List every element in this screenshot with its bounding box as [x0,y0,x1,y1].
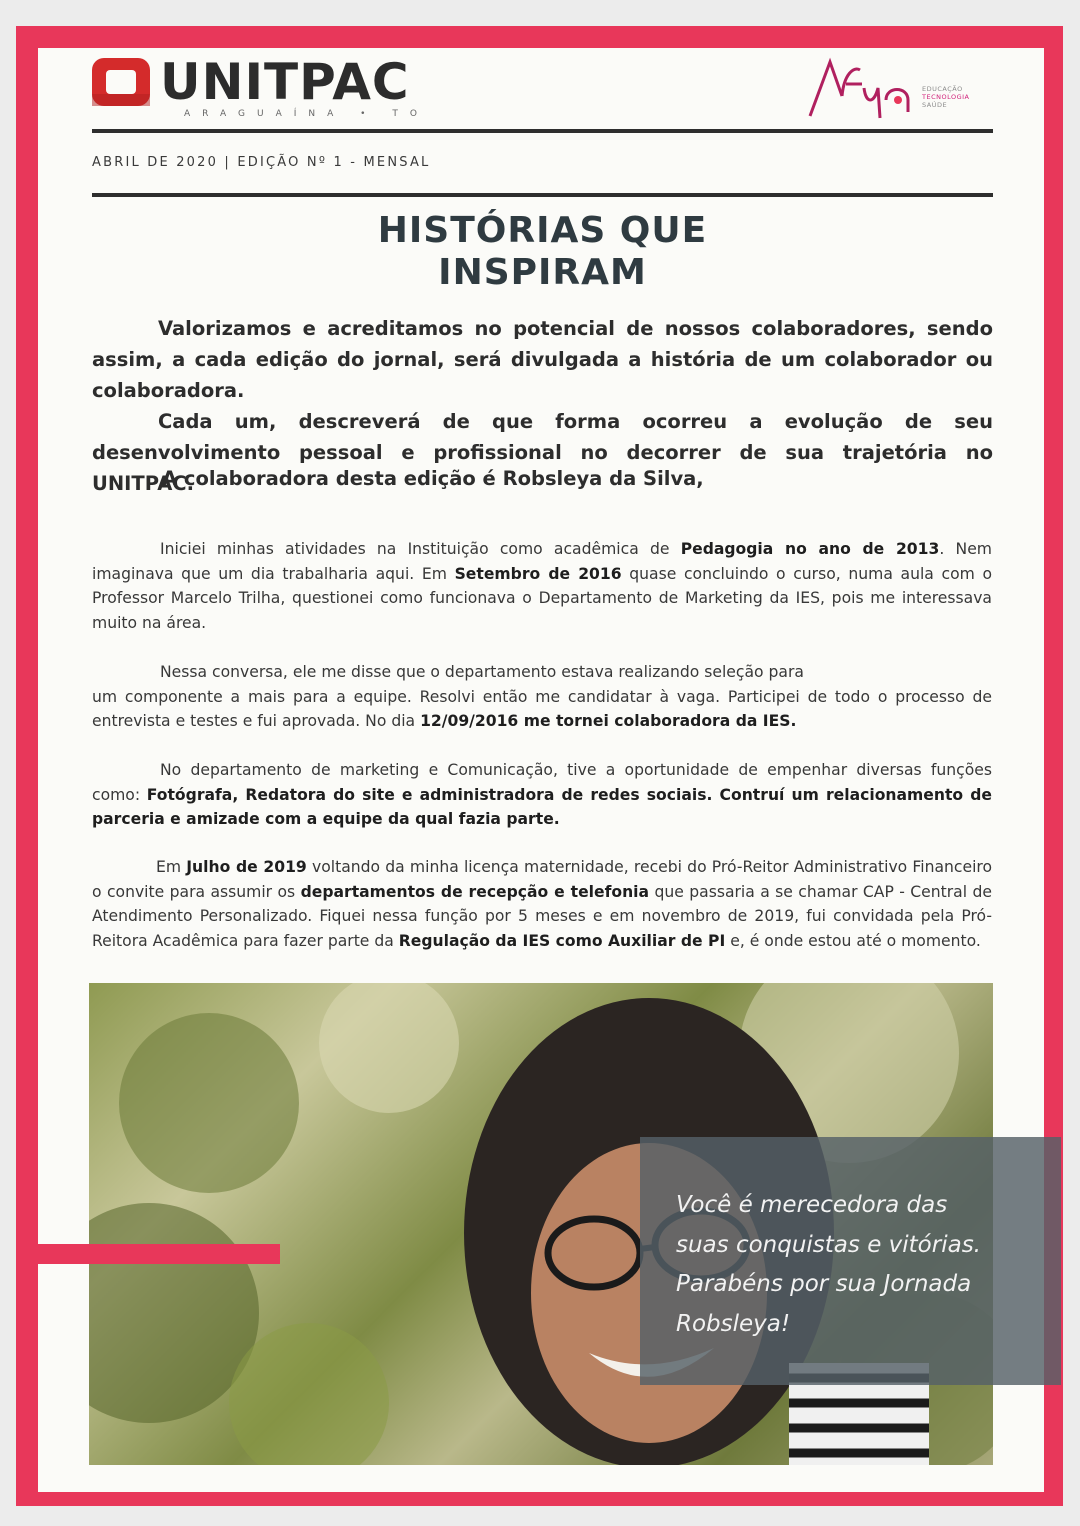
bold-span: Fotógrafa, Redatora do site e administradora de redes sociais. Contruí um relacionamento de parceria e amizade com a equipe da qual fazia parte. [92,785,992,828]
bold-span: Julho de 2019 [186,858,307,876]
text-span: No departamento de marketing e Comunicação, tive a oportunidade de empenhar diversas funções como: [92,761,992,804]
intro-paragraph-1: Valorizamos e acreditamos no potencial de nossos colaboradores, sendo assim, a cada edição do jornal, será divulgada a história de um colaborador ou colaboradora. [92,317,993,402]
intro-paragraph-2: Cada um, descreverá de que forma ocorreu a evolução de seu desenvolvimento pessoal e profissional no decorrer de sua trajetória no UNITPAC. [92,410,993,495]
bold-span: Pedagogia no ano de 2013 [680,540,940,558]
unitpac-logo-icon [90,56,152,108]
title-line-1: HISTÓRIAS QUE [377,210,708,251]
accent-bar [36,1244,280,1264]
bold-span: Setembro de 2016 [454,564,622,583]
text-span: voltando da minha licença maternidade, recebi do Pró-Reitor Administrativo Financeiro o convite para assumir os [92,858,993,901]
afya-logo-icon [808,56,920,120]
story-paragraph-3 [92,758,992,832]
title-line-2: INSPIRAM [438,252,647,293]
tag-saude: SAÚDE [922,101,948,109]
text-span: que passaria a se chamar CAP - Central de Atendimento Personalizado. Fiquei nessa função por 5 meses e em novembro de 2019, fui convidada pela Pró- Reitora Acadêmica para fazer parte da [92,882,992,950]
tribute-quote: Você é merecedora das suas conquistas e vitórias. Parabéns por sua Jornada Robsleya! [676,1192,981,1337]
text-span: e, é onde estou até o momento. [725,931,981,950]
bold-span: 12/09/2016 me tornei colaboradora da IES. [420,712,797,730]
featured-colleague: A colaboradora desta edição é Robsleya da Silva, [162,467,704,490]
story-paragraph-2 [92,660,992,734]
text-span: um componente a mais para a equipe. Resolvi então me candidatar à vaga. Participei de todo o processo de entrevista e testes e fui aprovada. No dia [92,687,992,730]
logo-subtitle: ARAGUAÍNA • TO [184,109,429,119]
header-divider [92,129,993,133]
title-divider [92,193,993,197]
story-paragraph-1 [92,537,992,635]
text-span: Nessa conversa, ele me disse que o departamento estava realizando seleção para [160,663,804,681]
text-span: Em [156,858,187,876]
bold-span: Regulação da IES como Auxiliar de PI [398,931,726,950]
story-paragraph-4 [92,855,992,953]
bold-span: departamentos de recepção e telefonia [300,882,650,901]
tag-tecnologia: TECNOLOGIA [922,93,970,101]
edition-line: ABRIL DE 2020 | EDIÇÃO Nº 1 - MENSAL [92,155,431,170]
tag-educacao: EDUCAÇÃO [922,85,963,93]
page-title [92,210,993,294]
afya-tagline [922,85,970,109]
text-span: Iniciei minhas atividades na Instituição como acadêmica de [160,540,681,558]
unitpac-logo-text: UNITPAC [160,53,410,111]
text-span: quase concluindo o curso, numa aula com o Professor Marcelo Trilha, questionei como funcionava o Departamento de Marketing da IES, pois me interessava muito na área. [92,564,992,632]
text-span: . Nem imaginava que um dia trabalharia aqui. Em [92,540,992,583]
